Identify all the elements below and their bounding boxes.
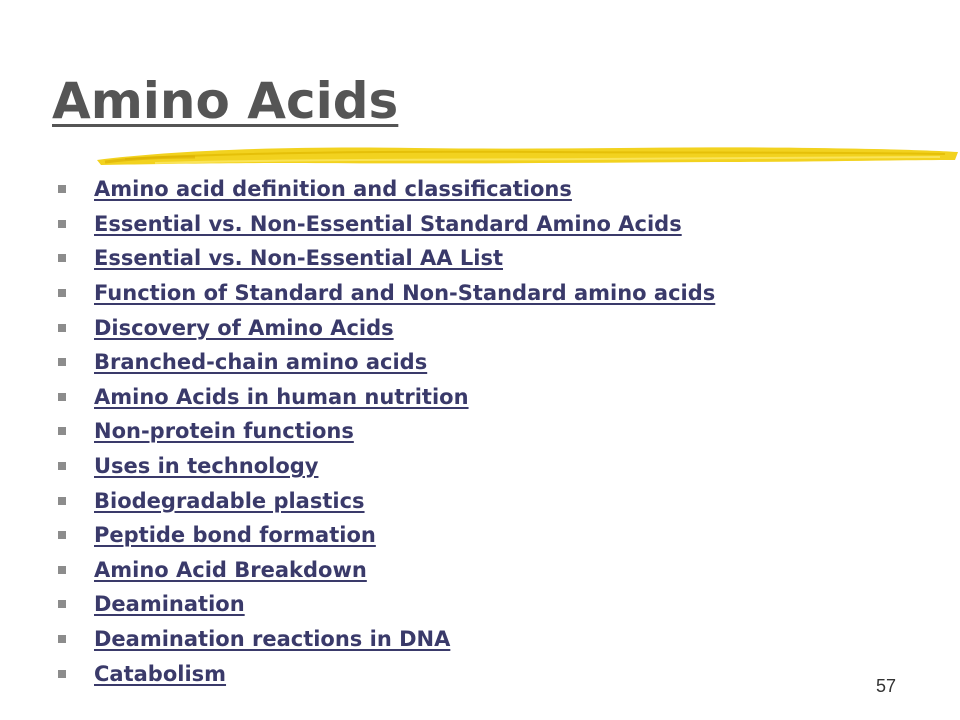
list-item (58, 518, 715, 553)
list-item (58, 622, 715, 657)
square-bullet-icon (58, 566, 66, 574)
list-item (58, 656, 715, 691)
topic-link[interactable]: Essential vs. Non-Essential Standard Amino Acids (94, 211, 682, 236)
square-bullet-icon (58, 324, 66, 332)
topic-link[interactable]: Non-protein functions (94, 419, 354, 444)
square-bullet-icon (58, 635, 66, 643)
list-item (58, 414, 715, 449)
square-bullet-icon (58, 670, 66, 678)
list-item (58, 587, 715, 622)
page-number: 57 (876, 676, 897, 696)
topic-link[interactable]: Function of Standard and Non-Standard amino acids (94, 281, 716, 306)
square-bullet-icon (58, 358, 66, 366)
square-bullet-icon (58, 185, 66, 193)
topic-link[interactable]: Amino Acids in human nutrition (94, 384, 469, 409)
topic-link[interactable]: Essential vs. Non-Essential AA List (94, 246, 503, 271)
topic-link[interactable]: Discovery of Amino Acids (94, 315, 394, 340)
list-item (58, 449, 715, 484)
square-bullet-icon (58, 220, 66, 228)
topic-link-list (58, 172, 715, 691)
topic-link[interactable]: Amino Acid Breakdown (94, 557, 367, 582)
topic-link[interactable]: Peptide bond formation (94, 523, 376, 548)
square-bullet-icon (58, 462, 66, 470)
slide-title: Amino Acids (52, 72, 399, 130)
square-bullet-icon (58, 289, 66, 297)
list-item (58, 483, 715, 518)
list-item (58, 241, 715, 276)
topic-link[interactable]: Catabolism (94, 661, 227, 686)
topic-link[interactable]: Uses in technology (94, 454, 319, 479)
topic-link[interactable]: Branched-chain amino acids (94, 350, 428, 375)
square-bullet-icon (58, 254, 66, 262)
list-item (58, 310, 715, 345)
square-bullet-icon (58, 393, 66, 401)
square-bullet-icon (58, 427, 66, 435)
topic-link[interactable]: Biodegradable plastics (94, 488, 365, 513)
list-item (58, 172, 715, 207)
topic-link[interactable]: Deamination (94, 592, 245, 617)
square-bullet-icon (58, 600, 66, 608)
list-item (58, 553, 715, 588)
square-bullet-icon (58, 531, 66, 539)
topic-link[interactable]: Amino acid definition and classifications (94, 177, 572, 202)
list-item (58, 276, 715, 311)
square-bullet-icon (58, 497, 66, 505)
list-item (58, 345, 715, 380)
topic-link[interactable]: Deamination reactions in DNA (94, 627, 451, 652)
list-item (58, 207, 715, 242)
list-item (58, 380, 715, 415)
